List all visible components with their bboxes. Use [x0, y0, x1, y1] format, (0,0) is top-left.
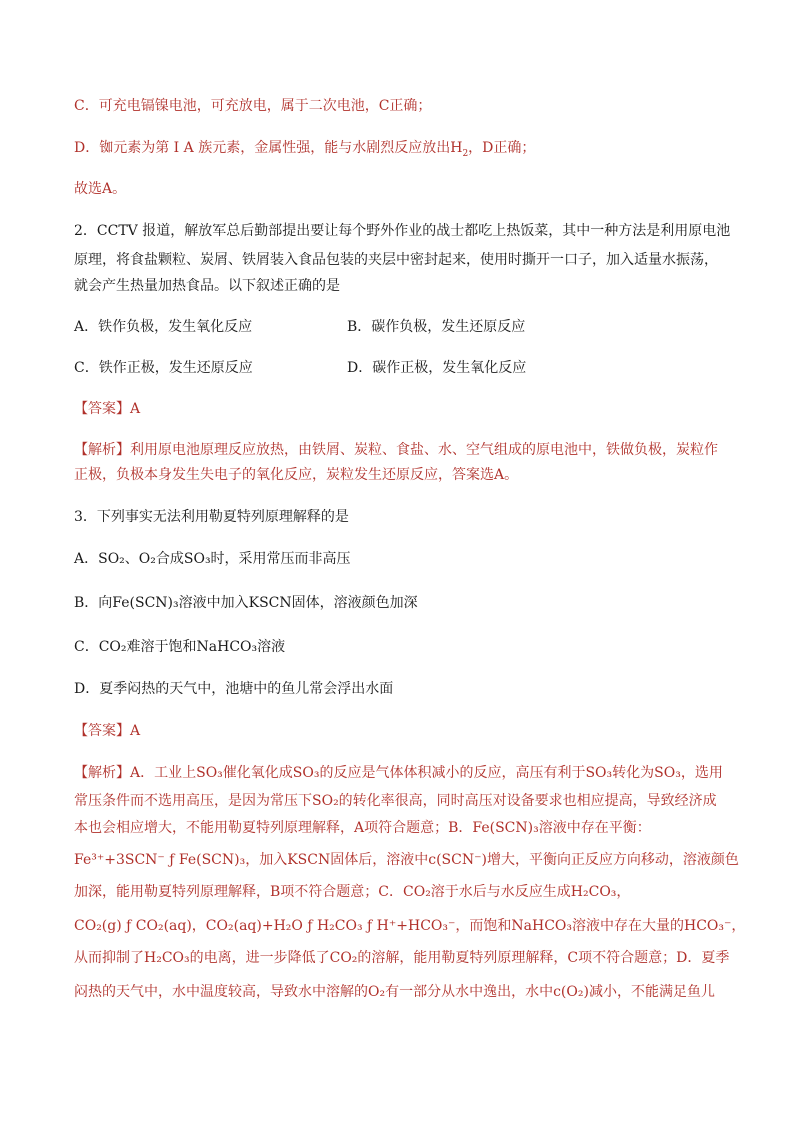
q2-option-c: C．铁作正极，发生还原反应	[74, 360, 253, 376]
q3-analysis-line-1	[74, 763, 723, 783]
q2-stem-line-3: 就会产生热量加热食品。以下叙述正确的是	[74, 278, 340, 294]
prev-conclusion: 故选A。	[74, 181, 127, 197]
q3-answer-value: A	[130, 723, 141, 739]
q3-answer-label: 【答案】	[74, 723, 130, 739]
q3-analysis-line-2: 常压条件而不选用高压，是因为常压下SO₂的转化率很高，同时高压对设备要求也相应提高，导致经济成	[74, 793, 717, 809]
q3-analysis-line-5: 加深，能用勒夏特列原理解释，B项不符合题意；C．CO₂溶于水后与水反应生成H₂CO₃，	[74, 884, 631, 900]
q2-answer-value: A	[130, 401, 141, 417]
prev-option-c: C．可充电镉镍电池，可充放电，属于二次电池，C正确；	[74, 98, 432, 114]
q2-option-d: D．碳作正极，发生氧化反应	[347, 360, 527, 376]
q2-analysis-line-2: 正极，负极本身发生失电子的氧化反应，炭粒发生还原反应，答案选A。	[74, 467, 519, 483]
prev-option-d-post: ，D正确；	[468, 140, 536, 156]
q2-answer-label: 【答案】	[74, 401, 130, 417]
prev-option-d-sub: 2	[462, 148, 469, 159]
q3-analysis-line-4: Fe³⁺+3SCN⁻ ƒ Fe(SCN)₃，加入KSCN固体后，溶液中c(SCN⁻)增大，平衡向正反应方向移动，溶液颜色	[74, 852, 739, 868]
q3-analysis-text-1: A．工业上SO₃催化氧化成SO₃的反应是气体体积减小的反应，高压有利于SO₃转化为SO₃，选用	[130, 765, 723, 781]
q3-analysis-line-8: 闷热的天气中，水中温度较高，导致水中溶解的O₂有一部分从水中逸出，水中c(O₂)减小，不能满足鱼儿	[74, 984, 715, 1000]
q2-stem-line-2: 原理，将食盐颗粒、炭屑、铁屑装入食品包装的夹层中密封起来，使用时撕开一口子，加入适量水振荡，	[74, 252, 718, 268]
q3-analysis-line-7: 从而抑制了H₂CO₃的电离，进一步降低了CO₂的溶解，能用勒夏特列原理解释，C项不符合题意；D．夏季	[74, 950, 730, 966]
q2-stem-line-1: 2．CCTV 报道，解放军总后勤部提出要让每个野外作业的战士都吃上热饭菜，其中一种方法是利用原电池	[74, 223, 731, 239]
q3-analysis-label: 【解析】	[74, 765, 130, 781]
q3-stem: 3．下列事实无法利用勒夏特列原理解释的是	[74, 509, 349, 525]
q2-option-a: A．铁作负极，发生氧化反应	[74, 319, 253, 335]
q2-answer	[74, 399, 140, 419]
prev-option-d	[74, 138, 535, 158]
q2-analysis-label: 【解析】	[74, 442, 130, 458]
q3-option-b: B．向Fe(SCN)₃溶液中加入KSCN固体，溶液颜色加深	[74, 595, 418, 611]
q3-analysis-line-3: 本也会相应增大，不能用勒夏特列原理解释，A项符合题意；B．Fe(SCN)₃溶液中存在平衡：	[74, 820, 651, 836]
prev-option-d-pre: D．铷元素为第 I A 族元素，金属性强，能与水剧烈反应放出H	[74, 140, 463, 156]
q2-option-b: B．碳作负极，发生还原反应	[347, 319, 526, 335]
q3-analysis-line-6: CO₂(g) ƒ CO₂(aq)，CO₂(aq)+H₂O ƒ H₂CO₃ ƒ H⁺+HCO₃⁻，而饱和NaHCO₃溶液中存在大量的HCO₃⁻，	[74, 918, 746, 934]
q2-analysis-text-1: 利用原电池原理反应放热，由铁屑、炭粒、食盐、水、空气组成的原电池中，铁做负极，炭粒作	[130, 442, 718, 458]
q3-option-a: A．SO₂、O₂合成SO₃时，采用常压而非高压	[74, 551, 351, 567]
q3-option-c: C．CO₂难溶于饱和NaHCO₃溶液	[74, 639, 286, 655]
q2-analysis-line-1	[74, 440, 718, 460]
q3-option-d: D．夏季闷热的天气中，池塘中的鱼儿常会浮出水面	[74, 681, 394, 697]
q3-answer	[74, 721, 140, 741]
